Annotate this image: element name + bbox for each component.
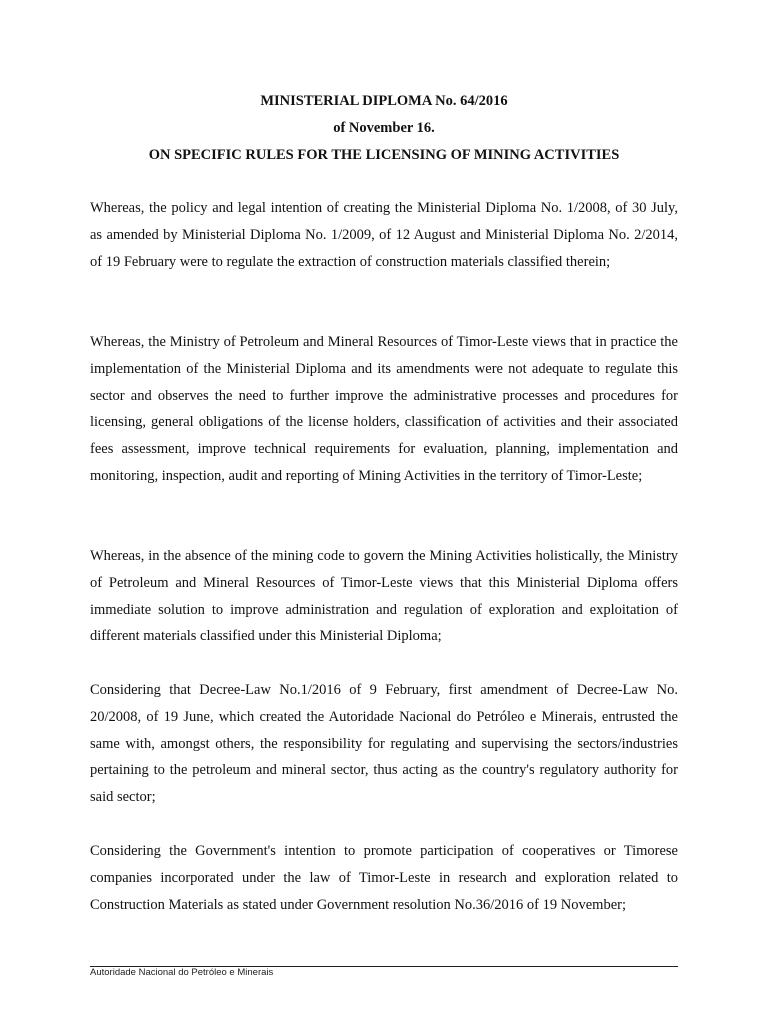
paragraph-whereas-mining-code: Whereas, in the absence of the mining code to govern the Mining Activities holistically, the Ministry of Petroleum and Mineral Resources of Timor-Leste views that this Ministerial Diploma offers immediate solution to improve administration and regulation of exploration and exploitation of different materials classified under this Ministerial Diploma;: [90, 548, 678, 645]
document-title: MINISTERIAL DIPLOMA No. 64/2016: [260, 93, 508, 109]
footer-text: Autoridade Nacional do Petróleo e Minerais: [90, 967, 274, 978]
document-subject: ON SPECIFIC RULES FOR THE LICENSING OF MINING ACTIVITIES: [148, 147, 620, 163]
document-date: of November 16.: [333, 120, 435, 136]
paragraph-considering-decree-law: Considering that Decree-Law No.1/2016 of 9 February, first amendment of Decree-Law No. 20/2008, of 19 June, which created the Autoridade Nacional do Petróleo e Minerais, entrusted the same with, amongst others, the responsibility for regulating and supervising the sectors/industries pertaining to the petroleum and mineral sector, thus acting as the country's regulatory authority for said sector;: [90, 682, 678, 806]
paragraph-considering-government: Considering the Government's intention to promote participation of cooperatives or Timorese companies incorporated under the law of Timor-Leste in research and exploration related to Construction Materials as stated under Government resolution No.36/2016 of 19 November;: [90, 843, 678, 913]
paragraph-whereas-ministry: Whereas, the Ministry of Petroleum and Mineral Resources of Timor-Leste views that in practice the implementation of the Ministerial Diploma and its amendments were not adequate to regulate this sector and observes the need to further improve the administrative processes and procedures for licensing, general obligations of the license holders, classification of activities and their associated fees assessment, improve technical requirements for evaluation, planning, implementation and monitoring, inspection, audit and reporting of Mining Activities in the territory of Timor-Leste;: [90, 334, 678, 484]
paragraph-whereas-policy: Whereas, the policy and legal intention of creating the Ministerial Diploma No. 1/2008, of 30 July, as amended by Ministerial Diploma No. 1/2009, of 12 August and Ministerial Diploma No. 2/2014, of 19 February were to regulate the extraction of construction materials classified therein;: [90, 200, 678, 270]
